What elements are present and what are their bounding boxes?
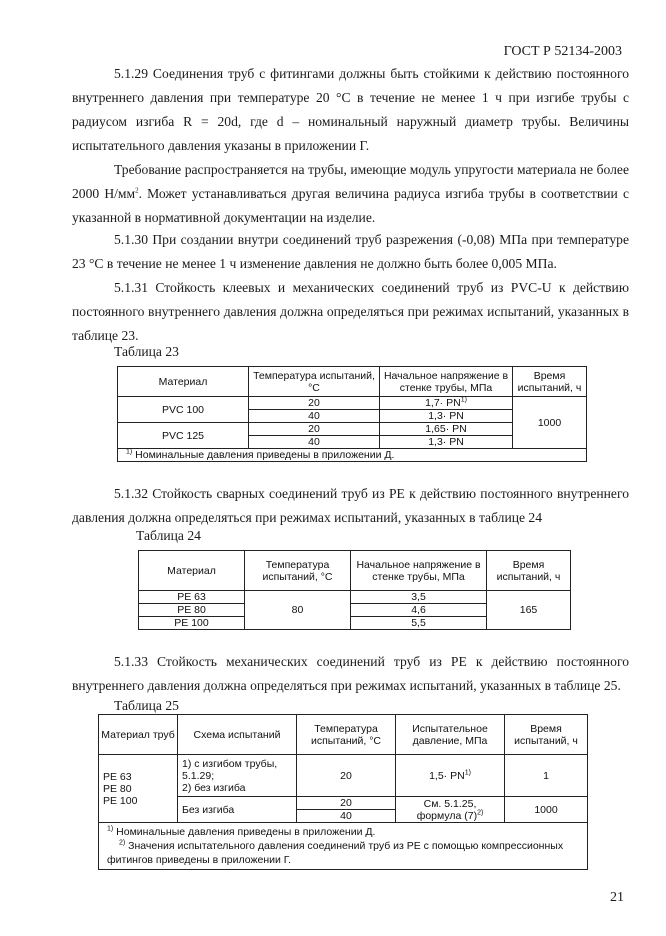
t23-header-temp: Температура испытаний, °С — [249, 367, 380, 397]
t24-material: PE 100 — [139, 617, 245, 630]
t24-header-temp: Температура испытаний, °С — [245, 551, 351, 591]
t23-stress: $1,7\cdot PN^{1)}$ — [380, 397, 513, 410]
t25-temp-2b: 40 — [297, 810, 396, 823]
t23-stress: 1,3· PN — [380, 436, 513, 449]
t25-time-2: 1000 — [505, 797, 588, 823]
t25-header-time: Время испытаний, ч — [505, 715, 588, 755]
t25-header-pressure: Испытательное давление, МПа — [396, 715, 505, 755]
t25-scheme-2: Без изгиба — [178, 797, 297, 823]
t24-temp: 80 — [245, 591, 351, 630]
t24-stress: 3,5 — [351, 591, 487, 604]
t24-stress: 5,5 — [351, 617, 487, 630]
paragraph-5-1-30: 5.1.30 При создании внутри соединений труб разрежения (-0,08) МПа при температуре 23 °С в течение не менее 1 ч изменение давления не должно быть более 0,005 МПа. — [72, 232, 629, 271]
paragraph-5-1-33: 5.1.33 Стойкость механических соединений труб из РЕ к действию постоянного внутреннего давления должна определяться при режимах испытаний, указанных в таблице 25. — [72, 654, 629, 693]
t25-header-temp: Температура испытаний, °С — [297, 715, 396, 755]
t23-stress: 1,65· PN — [380, 423, 513, 436]
t23-temp: 20 — [249, 397, 380, 410]
t24-time: 165 — [487, 591, 571, 630]
t23-material: PVC 100 — [118, 397, 249, 423]
t25-header-scheme: Схема испытаний — [178, 715, 297, 755]
paragraph-5-1-32: 5.1.32 Стойкость сварных соединений труб из РЕ к действию постоянного внутреннего давления должна определяться при режимах испытаний, указанных в таблице 24 — [72, 486, 629, 525]
paragraph-5-1-29: 5.1.29 Соединения труб с фитингами должны быть стойкими к действию постоянного внутреннего давления при температуре 20 °С в течение не менее 1 ч при изгибе трубы с радиусом изгиба R = 20d, где d – номинальный наружный диаметр трубы. Величины испытательного давления указаны в приложении Г. — [72, 66, 629, 153]
t25-pressure-1: $1,5\cdot PN^{1)}$ — [396, 755, 505, 797]
t23-header-time: Время испытаний, ч — [513, 367, 587, 397]
t24-material: PE 80 — [139, 604, 245, 617]
t25-footnotes — [99, 823, 588, 870]
table-23 — [117, 366, 587, 462]
t23-temp: 40 — [249, 410, 380, 423]
t23-temp: 40 — [249, 436, 380, 449]
t25-header-material: Материал труб — [99, 715, 178, 755]
table25-caption: Таблица 25 — [114, 698, 179, 713]
paragraph-5-1-31: 5.1.31 Стойкость клеевых и механических соединений труб из PVC-U к действию постоянного внутреннего давления должна определяться при режимах испытаний, указанных в таблице 23. — [72, 280, 629, 343]
t24-stress: 4,6 — [351, 604, 487, 617]
standard-header: ГОСТ Р 52134-2003 — [503, 44, 622, 59]
t25-scheme-1: 1) с изгибом трубы, 5.1.29; 2) без изгиба — [178, 755, 297, 797]
table23-caption: Таблица 23 — [114, 344, 179, 359]
paragraph-requirement: Требование распространяется на трубы, имеющие модуль упругости материала не более 2000 $Н/мм^2$. Может устанавливаться другая величина радиуса изгиба трубы в соответствии с указанной в нормативной документации на изделие. — [72, 162, 629, 225]
t25-materials: PE 63 PE 80 PE 100 — [99, 755, 178, 823]
t25-footnote-2: $^{2)}$ Значения испытательного давления соединений труб из РЕ с помощью компрессионных фитингов приведены в приложении Г. — [107, 839, 564, 866]
t24-header-material: Материал — [139, 551, 245, 591]
t24-header-stress: Начальное напряжение в стенке трубы, МПа — [351, 551, 487, 591]
t25-temp-1: 20 — [297, 755, 396, 797]
t23-time: 1000 — [513, 397, 587, 449]
t23-material: PVC 125 — [118, 423, 249, 449]
t24-header-time: Время испытаний, ч — [487, 551, 571, 591]
t23-header-material: Материал — [118, 367, 249, 397]
t24-material: PE 63 — [139, 591, 245, 604]
t23-header-stress: Начальное напряжение в стенке трубы, МПа — [380, 367, 513, 397]
page-number: 21 — [610, 890, 624, 905]
table-24 — [138, 550, 571, 630]
table-25 — [98, 714, 588, 870]
t25-footnote-1: $^{1)}$ Номинальные давления приведены в приложении Д. — [107, 825, 376, 838]
t25-temp-2a: 20 — [297, 797, 396, 810]
t23-stress: 1,3· PN — [380, 410, 513, 423]
t25-pressure-2: См. 5.1.25, формула $(7)^{2)}$ — [396, 797, 505, 823]
t23-footnote: $^{1)}$ Номинальные давления приведены в приложении Д. — [118, 449, 587, 462]
t23-temp: 20 — [249, 423, 380, 436]
table24-caption: Таблица 24 — [136, 528, 201, 543]
t25-time-1: 1 — [505, 755, 588, 797]
